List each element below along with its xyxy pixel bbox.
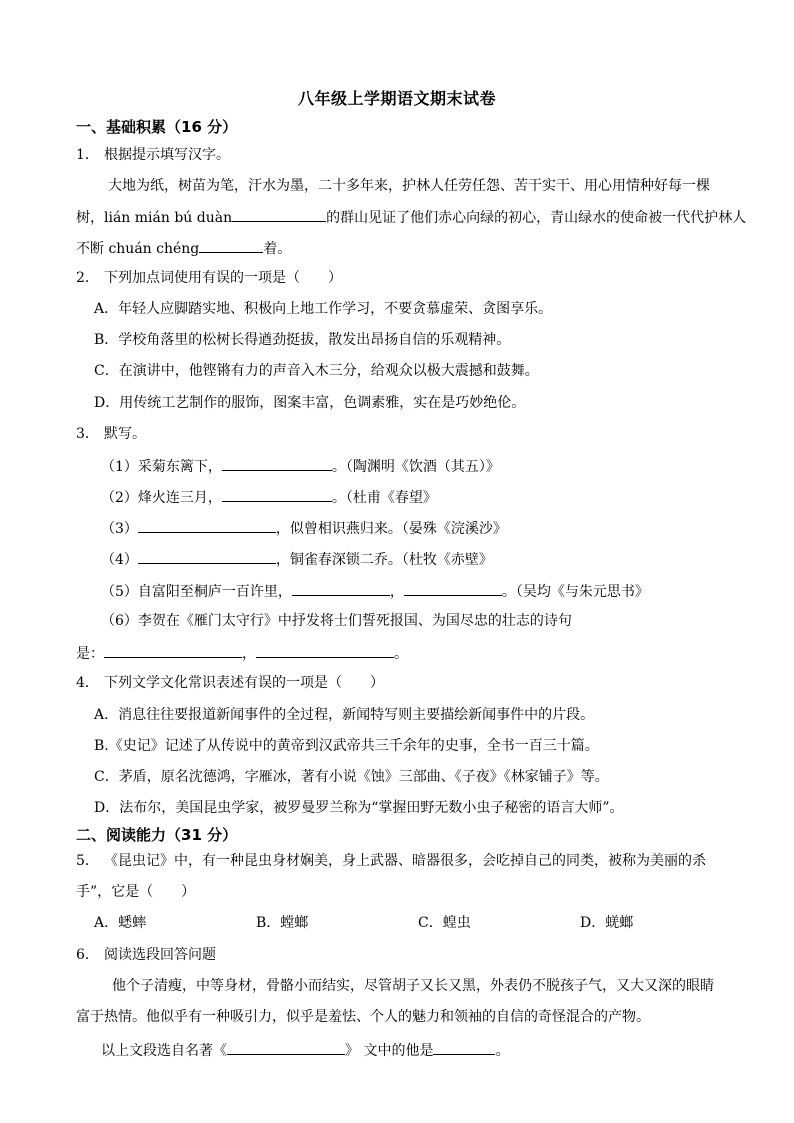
q3-item-source: 。（吴均《与朱元思书》 [501,584,649,600]
question-number: 1． [76,147,99,163]
q6-text: 以上文段选自名著《 [101,1043,227,1059]
q1-pinyin-1: 树，lián mián bú duàn [76,210,233,226]
question-number: 2． [76,270,99,286]
answer-blank[interactable] [138,517,276,533]
q3-item-text: 是： [76,646,104,662]
q1-paragraph-line-3 [76,237,291,259]
question-number: 6． [76,947,99,963]
answer-blank[interactable] [404,580,502,596]
answer-blank[interactable] [138,548,276,564]
q1-paragraph-line-2 [76,206,746,228]
question-text: 下列文学文化常识表述有误的一项是（ ） [104,675,384,691]
q4-option-b[interactable]: B.《史记》记述了从传说中的黄帝到汉武帝共三千余年的史事，全书一百三十篇。 [94,738,599,754]
answer-blank[interactable] [104,642,242,658]
q4-option-d[interactable]: D．法布尔，美国昆虫学家，被罗曼罗兰称为“掌握田野无数小虫子秘密的语言大师”。 [94,800,624,816]
q3-item-6: （6）李贺在《雁门太守行》中抒发将士们誓死报国、为国尽忠的壮志的诗句 [101,613,572,629]
question-3 [76,424,146,444]
q2-option-d[interactable]: D．用传统工艺制作的服饰，图案丰富，色调素雅，实在是巧妙绝伦。 [94,395,526,411]
question-text: 《昆虫记》中，有一种昆虫身材娴美，身上武器、暗器很多，会吃掉自己的同类，被称为美丽的杀 [104,853,706,869]
q1-text: 着。 [263,241,292,257]
q6-passage-line-1: 他个子清瘦，中等身材，骨骼小而结实，尽管胡子又长又黑，外表仍不脱孩子气，又大又深的眼睛 [112,978,714,994]
question-6 [76,945,216,965]
q3-item-source: 。（陶渊明《饮酒（其五）》 [331,459,500,475]
answer-blank[interactable] [232,206,326,222]
q4-option-a[interactable]: A．消息往往要报道新闻事件的全过程，新闻特写则主要描绘新闻事件中的片段。 [94,707,595,723]
q3-item-1 [101,455,500,477]
q3-item-sep: ， [389,584,404,600]
q2-option-a[interactable]: A．年轻人应脚踏实地、积极向上地工作学习，不要贪慕虚荣、贪图享乐。 [94,301,553,317]
q3-item-text: （2）烽火连三月， [101,490,222,506]
q6-text: 。 [495,1043,510,1059]
answer-blank[interactable] [433,1039,495,1055]
q3-item-text: （4） [101,552,138,568]
q3-item-4 [101,548,493,570]
q3-item-source: ，铜雀春深锁二乔。（杜牧《赤壁》 [275,552,493,568]
question-4 [76,673,384,693]
answer-blank[interactable] [199,237,263,253]
answer-blank[interactable] [222,455,332,471]
q1-paragraph-line-1: 大地为纸，树苗为笔，汗水为墨，二十多年来，护林人任劳任怨、苦干实干、用心用情种好每一棵 [108,178,710,194]
q3-item-text: （3） [101,521,138,537]
q3-item-6-answer [76,642,408,664]
answer-blank[interactable] [222,486,332,502]
answer-blank[interactable] [292,580,390,596]
q3-item-source: ，似曾相识燕归来。（晏殊《浣溪沙》 [275,521,507,537]
question-number: 3． [76,426,99,442]
answer-blank[interactable] [227,1039,345,1055]
q5-option-b[interactable]: B．螳螂 [256,915,309,931]
q6-passage-line-2: 富于热情。他似乎有一种吸引力，似乎是羞怯、个人的魅力和领袖的自信的奇怪混合的产物。 [76,1009,650,1025]
question-number: 5． [76,853,99,869]
question-text: 阅读选段回答问题 [104,947,216,963]
question-number: 4． [76,675,99,691]
question-text: 默写。 [104,426,146,442]
question-1 [76,145,230,165]
q2-option-b[interactable]: B．学校角落里的松树长得遒劲挺拔，散发出昂扬自信的乐观精神。 [94,332,511,348]
section-heading-reading: 二、阅读能力（31 分） [76,826,238,844]
question-text: 根据提示填写汉字。 [104,147,230,163]
q5-option-a[interactable]: A．蟋蟀 [94,915,147,931]
question-2 [76,268,342,288]
q3-item-text: （1）采菊东篱下， [101,459,222,475]
q3-item-2 [101,486,437,508]
question-5-cont: 手”，它是（ ） [76,884,196,900]
q5-option-d[interactable]: D．蜣螂 [580,915,634,931]
question-5 [76,851,706,871]
section-heading-basics: 一、基础积累（16 分） [76,118,238,136]
q1-text: 的群山见证了他们赤心向绿的初心，青山绿水的使命被一代代护林人 [326,210,747,226]
q3-item-source: 。（杜甫《春望》 [331,490,437,506]
q4-option-c[interactable]: C．茅盾，原名沈德鸿，字雁冰，著有小说《蚀》三部曲、《子夜》《林家铺子》等。 [94,769,609,785]
q3-item-3 [101,517,507,539]
q6-question-line [101,1039,509,1061]
q3-item-text: （5）自富阳至桐庐一百许里， [101,584,292,600]
q3-item-sep: ， [242,646,256,662]
q3-item-end: 。 [394,646,408,662]
q6-text: 》 文中的他是 [345,1043,434,1059]
answer-blank[interactable] [256,642,394,658]
question-text: 下列加点词使用有误的一项是（ ） [104,270,342,286]
q5-option-c[interactable]: C．蝗虫 [418,915,471,931]
q1-pinyin-2: 不断 chuán chéng [76,241,200,257]
page-title: 八年级上学期语文期末试卷 [297,89,496,108]
q3-item-5 [101,580,649,602]
q2-option-c[interactable]: C．在演讲中，他铿锵有力的声音入木三分，给观众以极大震撼和鼓舞。 [94,363,539,379]
